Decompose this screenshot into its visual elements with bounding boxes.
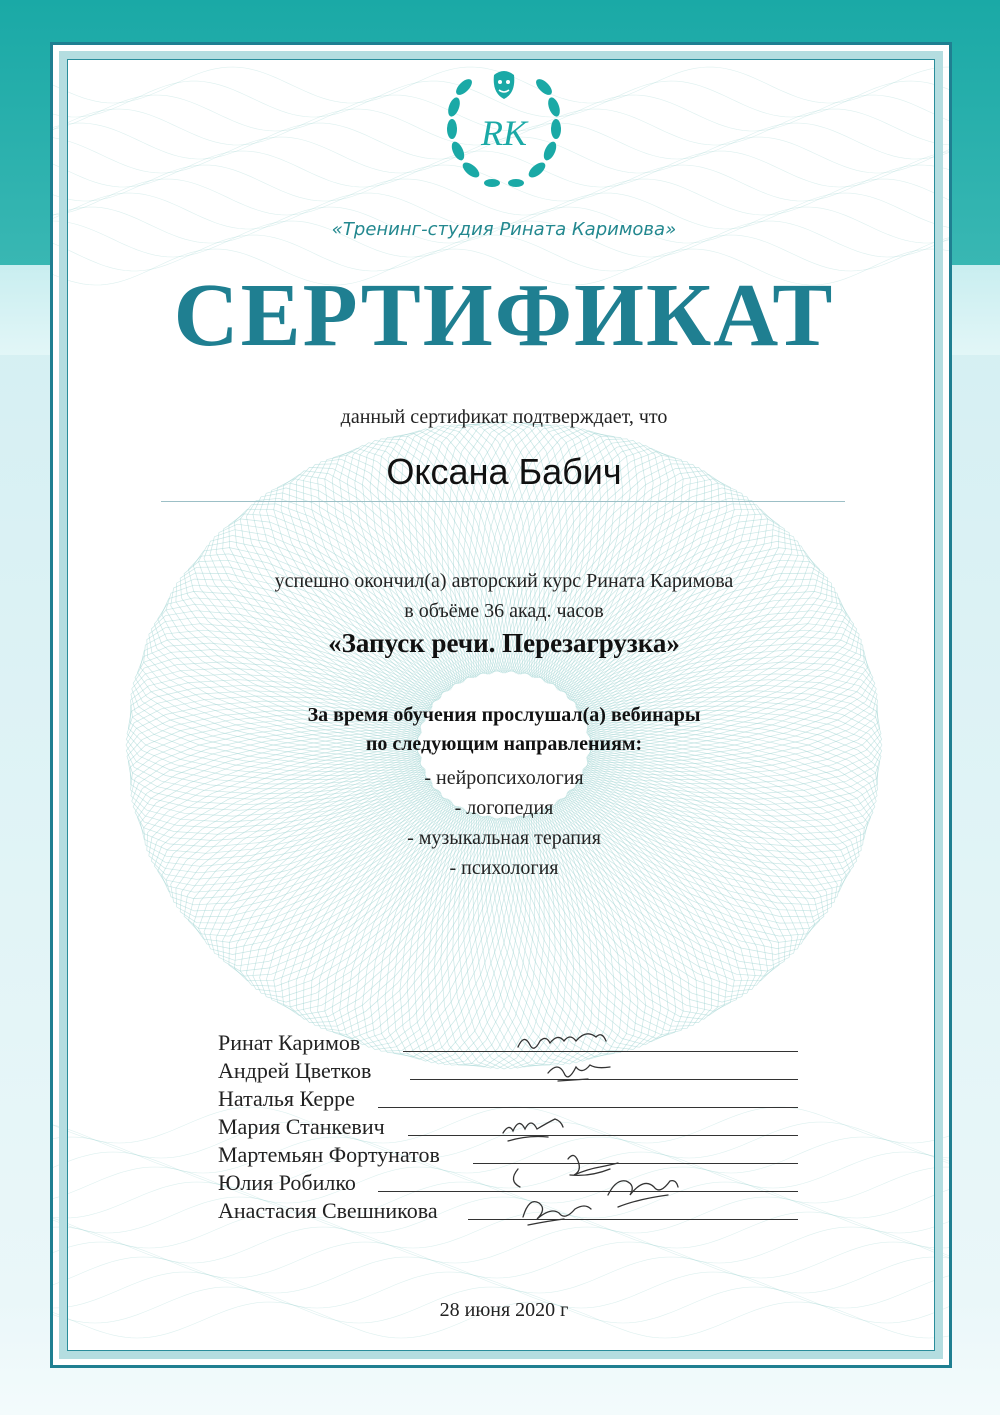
topic-item: - музыкальная терапия <box>407 827 601 849</box>
monogram: RK <box>480 113 528 153</box>
signatures-block <box>218 1029 798 1225</box>
signer-name: Мартемьян Фортунатов <box>218 1142 440 1167</box>
recipient-underline <box>161 501 845 502</box>
confirm-text: данный сертификат подтверждает, что <box>340 406 668 428</box>
certificate-title: СЕРТИФИКАТ <box>173 266 835 365</box>
signature <box>513 1155 618 1187</box>
topic-item: - психология <box>449 857 559 879</box>
theatre-mask-icon <box>494 71 515 99</box>
studio-logo <box>424 42 584 197</box>
studio-name: «Тренинг-студия Рината Каримова» <box>331 219 677 240</box>
course-name: «Запуск речи. Перезагрузка» <box>328 628 680 658</box>
study-subheading: по следующим направлениям: <box>365 733 643 755</box>
handwritten-signatures <box>218 1029 798 1229</box>
signature <box>523 1202 591 1225</box>
course-hours: в объёме 36 акад. часов <box>404 600 604 622</box>
signature <box>503 1119 563 1141</box>
topics-list <box>53 763 952 883</box>
signer-name: Юлия Робилко <box>218 1170 356 1195</box>
signature <box>518 1034 606 1048</box>
topic-item: - логопедия <box>454 797 554 819</box>
signer-name: Ринат Каримов <box>218 1030 361 1055</box>
study-heading: За время обучения прослушал(а) вебинары <box>307 704 701 726</box>
signature <box>608 1181 678 1207</box>
signer-name: Наталья Керре <box>218 1086 355 1111</box>
course-text: успешно окончил(а) авторский курс Рината Каримова <box>274 570 734 592</box>
signer-name: Мария Станкевич <box>218 1114 385 1139</box>
issue-date: 28 июня 2020 г <box>439 1299 569 1321</box>
signer-name: Анастасия Свешникова <box>218 1198 438 1223</box>
signature <box>548 1065 610 1081</box>
signer-name: Андрей Цветков <box>218 1058 372 1083</box>
certificate <box>50 42 952 1368</box>
topic-item: - нейропсихология <box>424 767 584 789</box>
recipient-name: Оксана Бабич <box>386 451 622 492</box>
